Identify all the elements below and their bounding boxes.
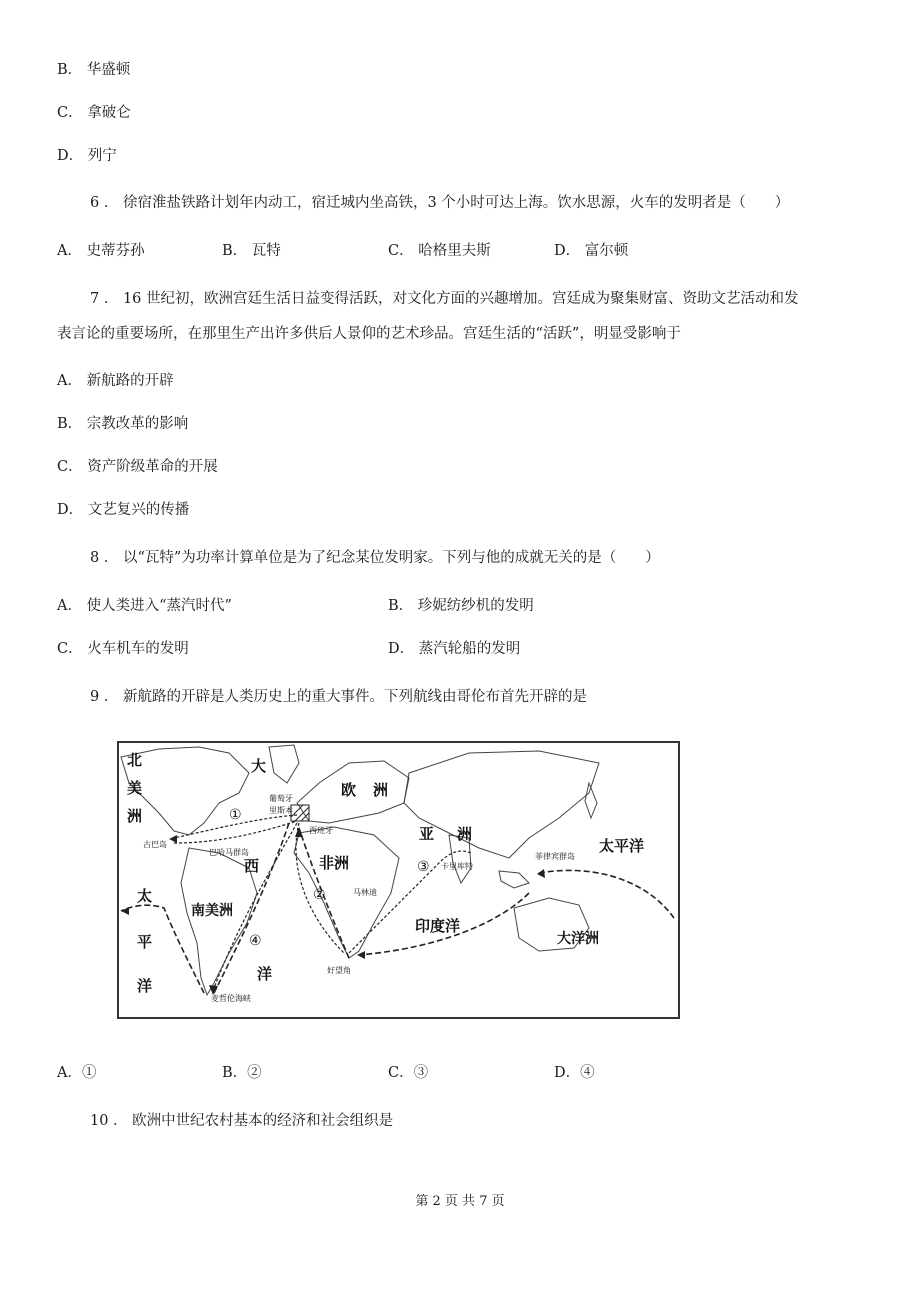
label-magellan: 麦哲伦海峡	[211, 994, 251, 1003]
q8-option-d	[388, 639, 520, 659]
q10-stem: 10 ． 欧洲中世纪农村基本的经济和社会组织是	[90, 1113, 394, 1129]
q9-option-c	[388, 1063, 428, 1083]
route-4-marker: ④	[249, 933, 262, 949]
q9-option-d	[554, 1063, 595, 1083]
option-text: 珍妮纺纱机的发明	[417, 598, 534, 614]
q9-option-a	[57, 1063, 96, 1083]
q9-option-b	[222, 1063, 262, 1083]
option-text: 拿破仑	[87, 105, 131, 121]
label-pacific-tai: 太	[137, 887, 153, 905]
route-1-marker: ①	[229, 807, 242, 823]
new-route-map	[117, 741, 680, 1019]
option-b-q5	[57, 60, 130, 80]
africa-shape	[294, 827, 399, 958]
option-text: ④	[580, 1065, 595, 1081]
label-malindi: 马林迪	[353, 888, 377, 897]
label-cape: 好望角	[327, 966, 351, 975]
q8-stem: 8 ． 以“瓦特”为功率计算单位是为了纪念某位发明家。下列与他的成就无关的是（ ）	[90, 550, 660, 566]
option-letter: C．	[57, 641, 83, 657]
label-europe-ou: 欧	[341, 781, 357, 799]
option-letter: A．	[57, 598, 82, 614]
page-footer: 第 2 页 共 7 页	[415, 1194, 505, 1209]
option-text: 新航路的开辟	[86, 373, 174, 389]
option-d-q5	[57, 146, 117, 166]
label-north: 北	[127, 751, 143, 769]
label-asia-ya: 亚	[419, 825, 435, 843]
label-pacific-yang: 洋	[137, 977, 153, 995]
option-text: 资产阶级革命的开展	[87, 459, 218, 475]
arrow-head	[169, 835, 177, 843]
label-oceania: 大洋洲	[557, 931, 599, 947]
label-cuba: 古巴岛	[143, 840, 167, 849]
label-america-zhou: 洲	[127, 807, 143, 825]
arrow-head	[295, 827, 303, 837]
option-letter: B．	[57, 62, 83, 78]
label-spain: 西班牙	[309, 826, 333, 835]
q6-stem: 6 ． 徐宿淮盐铁路计划年内动工，宿迁城内坐高铁，3 个小时可达上海。饮水思源，火车的发明者是（ ）	[90, 195, 790, 211]
option-text: 哈格里夫斯	[418, 243, 491, 259]
option-c-q5	[57, 103, 131, 123]
label-calicut: 卡里库特	[441, 862, 473, 871]
q7-stem-line2: 表言论的重要场所，在那里生产出许多供后人景仰的艺术珍品。宫廷生活的“活跃”，明显受影响于	[57, 326, 681, 342]
option-letter: C．	[57, 459, 83, 475]
greenland-shape	[269, 745, 299, 783]
label-lisbon: 里斯本	[269, 806, 293, 815]
route-2-marker: ②	[313, 887, 326, 903]
label-africa: 非洲	[319, 854, 350, 872]
label-asia-zhou: 洲	[457, 825, 473, 843]
option-text: 宗教改革的影响	[86, 416, 189, 432]
q9-stem: 9 ． 新航路的开辟是人类历史上的重大事件。下列航线由哥伦布首先开辟的是	[90, 689, 587, 705]
option-letter: B．	[57, 416, 83, 432]
q8-option-a	[57, 596, 232, 616]
q7-option-c	[57, 457, 218, 477]
option-text: 蒸汽轮船的发明	[418, 641, 521, 657]
label-south-america: 南美洲	[191, 903, 233, 919]
option-letter: C．	[57, 105, 83, 121]
option-letter: B．	[388, 598, 414, 614]
magellan-route-pacific-west	[539, 870, 674, 918]
label-yang: 洋	[257, 965, 273, 983]
label-indian-ocean: 印度洋	[415, 917, 461, 935]
option-letter: A．	[57, 373, 82, 389]
option-letter: B．	[222, 243, 248, 259]
option-text: 史蒂芬孙	[86, 243, 145, 259]
label-philippines: 菲律宾群岛	[535, 852, 575, 861]
label-portugal: 葡萄牙	[269, 794, 293, 803]
q6-option-a	[57, 241, 145, 261]
option-letter: D．	[554, 243, 581, 259]
option-text: 瓦特	[251, 243, 281, 259]
label-america-mei: 美	[127, 779, 143, 797]
option-letter: A．	[57, 243, 82, 259]
arrow-head	[537, 869, 545, 878]
label-da: 大	[251, 757, 267, 775]
arrow-head	[357, 951, 365, 959]
label-europe-zhou: 洲	[373, 781, 389, 799]
hatch-line	[295, 807, 309, 821]
option-text: 富尔顿	[584, 243, 629, 259]
label-pacific-ping: 平	[137, 933, 153, 951]
option-text: 使人类进入“蒸汽时代”	[86, 598, 232, 614]
japan-shape	[585, 783, 597, 818]
option-letter: A．	[57, 1065, 82, 1081]
label-pacific-east: 太平洋	[599, 837, 645, 855]
option-text: 文艺复兴的传播	[87, 502, 190, 518]
option-text: ②	[247, 1065, 262, 1081]
arrow-head	[121, 907, 129, 915]
map-svg	[119, 743, 678, 1017]
option-letter: D．	[57, 502, 84, 518]
q8-option-c	[57, 639, 189, 659]
q6-option-b	[222, 241, 281, 261]
option-text: ①	[81, 1065, 97, 1081]
option-text: ③	[413, 1065, 429, 1081]
option-letter: D．	[57, 148, 84, 164]
q7-option-d	[57, 500, 189, 520]
q7-option-a	[57, 371, 174, 391]
option-letter: C．	[388, 243, 414, 259]
q7-option-b	[57, 414, 188, 434]
option-text: 火车机车的发明	[87, 641, 189, 657]
option-letter: D．	[554, 1065, 581, 1081]
label-xi: 西	[244, 857, 260, 875]
se-asia-islands-shape	[499, 871, 529, 888]
option-letter: D．	[388, 641, 415, 657]
q6-option-c	[388, 241, 491, 261]
q6-option-d	[554, 241, 628, 261]
q8-option-b	[388, 596, 534, 616]
option-letter: C．	[388, 1065, 414, 1081]
option-text: 列宁	[87, 148, 117, 164]
route-3-marker: ③	[417, 859, 430, 875]
label-bahamas: 巴哈马群岛	[209, 848, 249, 857]
option-text: 华盛顿	[86, 62, 131, 78]
q7-stem-line1: 7 ． 16 世纪初，欧洲宫廷生活日益变得活跃，对文化方面的兴趣增加。宫廷成为聚集财富、资助文艺活动和发	[90, 291, 799, 307]
option-letter: B．	[222, 1065, 248, 1081]
